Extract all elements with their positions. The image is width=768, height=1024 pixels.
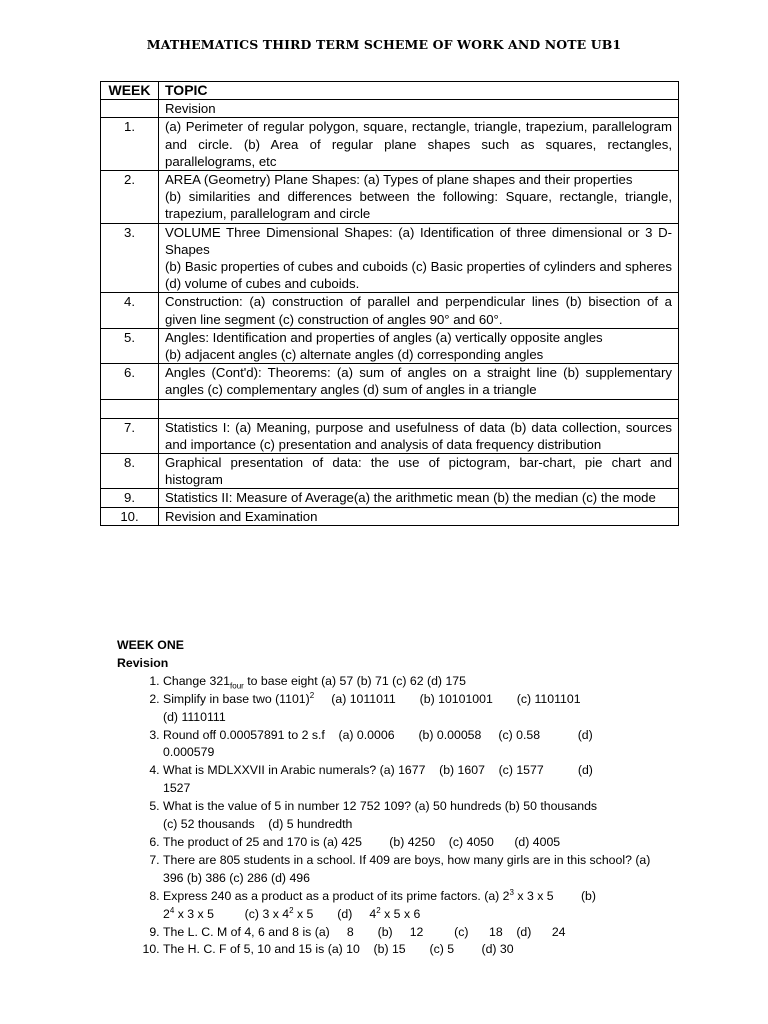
exponent: 4 (169, 905, 175, 915)
question-text: The L. C. M of 4, 6 and 8 is (a) 8 (b) 12 (c) 18 (d) 24 (163, 924, 566, 939)
table-row (101, 418, 679, 453)
table-row (101, 293, 679, 328)
topic-line: (b) similarities and differences between the following: Square, rectangle, triangle, trapezium, parallelogram and circle (165, 189, 672, 222)
question-text: There are 805 students in a school. If 409 are boys, how many girls are in this school? (a) 396 (b) 386 (c) 286 (d) 496 (163, 852, 651, 885)
table-row (101, 507, 679, 525)
table-row (101, 364, 679, 399)
question-text: 2 (163, 906, 170, 921)
exponent: 2 (289, 905, 294, 915)
topic-cell: Statistics II: Measure of Average(a) the arithmetic mean (b) the median (c) the mode (159, 489, 679, 507)
question-item (163, 888, 657, 924)
question-text: What is MDLXXVII in Arabic numerals? (a) 1677 (b) 1607 (c) 1577 (d) (163, 763, 593, 778)
question-text: (d) 1110111 (163, 709, 226, 724)
question-item (163, 673, 657, 691)
table-row (101, 100, 679, 118)
table-header-row (101, 82, 679, 100)
week-cell: 3. (101, 223, 159, 293)
table-row (101, 489, 679, 507)
week-cell (101, 399, 159, 418)
week-column-header: WEEK (101, 82, 159, 100)
topic-line: AREA (Geometry) Plane Shapes: (a) Types of plane shapes and their properties (165, 172, 633, 188)
question-text: x 3 x 5 (b) (513, 888, 596, 903)
question-text: 1527 (163, 781, 191, 796)
question-text: The product of 25 and 170 is (a) 425 (b) 4250 (c) 4050 (d) 4005 (163, 834, 561, 849)
base-subscript: four (230, 681, 244, 691)
exponent: 3 (509, 887, 514, 897)
question-text: What is the value of 5 in number 12 752 109? (a) 50 hundreds (b) 50 thousands (163, 799, 598, 814)
question-text: x 3 x 5 (c) 3 x 4 (174, 906, 290, 921)
week-cell: 5. (101, 328, 159, 363)
table-row (101, 118, 679, 171)
topic-cell: Revision (159, 100, 679, 118)
week-cell: 10. (101, 507, 159, 525)
topic-line: Angles: Identification and properties of angles (a) vertically opposite angles (165, 329, 603, 345)
topic-line: VOLUME Three Dimensional Shapes: (a) Identification of three dimensional or 3 D-Shapes (165, 224, 672, 257)
topic-cell: Graphical presentation of data: the use of pictogram, bar-chart, pie chart and histogram (159, 454, 679, 489)
question-item (163, 798, 657, 834)
topic-cell: (a) Perimeter of regular polygon, square, rectangle, triangle, trapezium, parallelogram and circle. (b) Area of regular plane shapes such as squares, rectangles, parallelograms, etc (159, 118, 679, 171)
question-text: Simplify in base two (1101) (163, 691, 310, 706)
week-one-section (117, 637, 657, 959)
topic-cell: Angles (Cont'd): Theorems: (a) sum of angles on a straight line (b) supplementary angles (c) complementary angles (d) sum of angles in a triangle (159, 364, 679, 399)
question-item (163, 762, 657, 798)
question-list (117, 673, 657, 960)
week-cell: 9. (101, 489, 159, 507)
week-cell: 7. (101, 418, 159, 453)
topic-cell: Statistics I: (a) Meaning, purpose and usefulness of data (b) data collection, sources and importance (c) presentation and analysis of data frequency distribution (159, 418, 679, 453)
question-item (163, 834, 657, 852)
week-one-heading: WEEK ONE (117, 638, 184, 652)
topic-column-header: TOPIC (159, 82, 679, 100)
question-item (163, 852, 657, 888)
question-text: (a) 1011011 (b) 10101001 (c) 1101101 (314, 691, 581, 706)
question-text: Round off 0.00057891 to 2 s.f (a) 0.0006 (b) 0.00058 (c) 0.58 (d) (163, 727, 593, 742)
week-cell: 2. (101, 171, 159, 224)
week-cell (101, 100, 159, 118)
question-text: 0.000579 (163, 745, 215, 760)
question-text: The H. C. F of 5, 10 and 15 is (a) 10 (b) 15 (c) 5 (d) 30 (163, 942, 514, 957)
question-item (163, 941, 657, 959)
table-row (101, 171, 679, 224)
week-cell: 4. (101, 293, 159, 328)
question-text: x 5 (d) 4 (293, 906, 377, 921)
topic-cell: Construction: (a) construction of parallel and perpendicular lines (b) bisection of a given line segment (c) construction of angles 90° and 60°. (159, 293, 679, 328)
scheme-of-work-table (100, 81, 679, 526)
document-title: MATHEMATICS THIRD TERM SCHEME OF WORK AND NOTE UB1 (146, 37, 622, 52)
question-text: (c) 52 thousands (d) 5 hundredth (163, 817, 353, 832)
table-row (101, 328, 679, 363)
week-cell: 1. (101, 118, 159, 171)
topic-line: (b) adjacent angles (c) alternate angles (d) corresponding angles (165, 347, 544, 363)
topic-cell (159, 399, 679, 418)
week-cell: 6. (101, 364, 159, 399)
question-item (163, 924, 657, 942)
question-text: Express 240 as a product as a product of its prime factors. (a) 2 (163, 888, 510, 903)
exponent: 2 (309, 690, 315, 700)
topic-cell (159, 223, 679, 293)
exponent: 2 (376, 905, 381, 915)
question-item (163, 691, 657, 727)
week-cell: 8. (101, 454, 159, 489)
question-text: to base eight (a) 57 (b) 71 (c) 62 (d) 175 (243, 673, 466, 688)
topic-cell (159, 328, 679, 363)
revision-subheading: Revision (117, 655, 169, 670)
table-row (101, 223, 679, 293)
table-row-empty (101, 399, 679, 418)
question-item (163, 727, 657, 763)
question-text: Change 321 (163, 673, 231, 688)
table-row (101, 454, 679, 489)
topic-line: (b) Basic properties of cubes and cuboids (c) Basic properties of cylinders and spheres (d) volume of cubes and cuboids. (165, 259, 672, 292)
question-text: x 5 x 6 (380, 906, 421, 921)
topic-cell: Revision and Examination (159, 507, 679, 525)
topic-cell (159, 171, 679, 224)
